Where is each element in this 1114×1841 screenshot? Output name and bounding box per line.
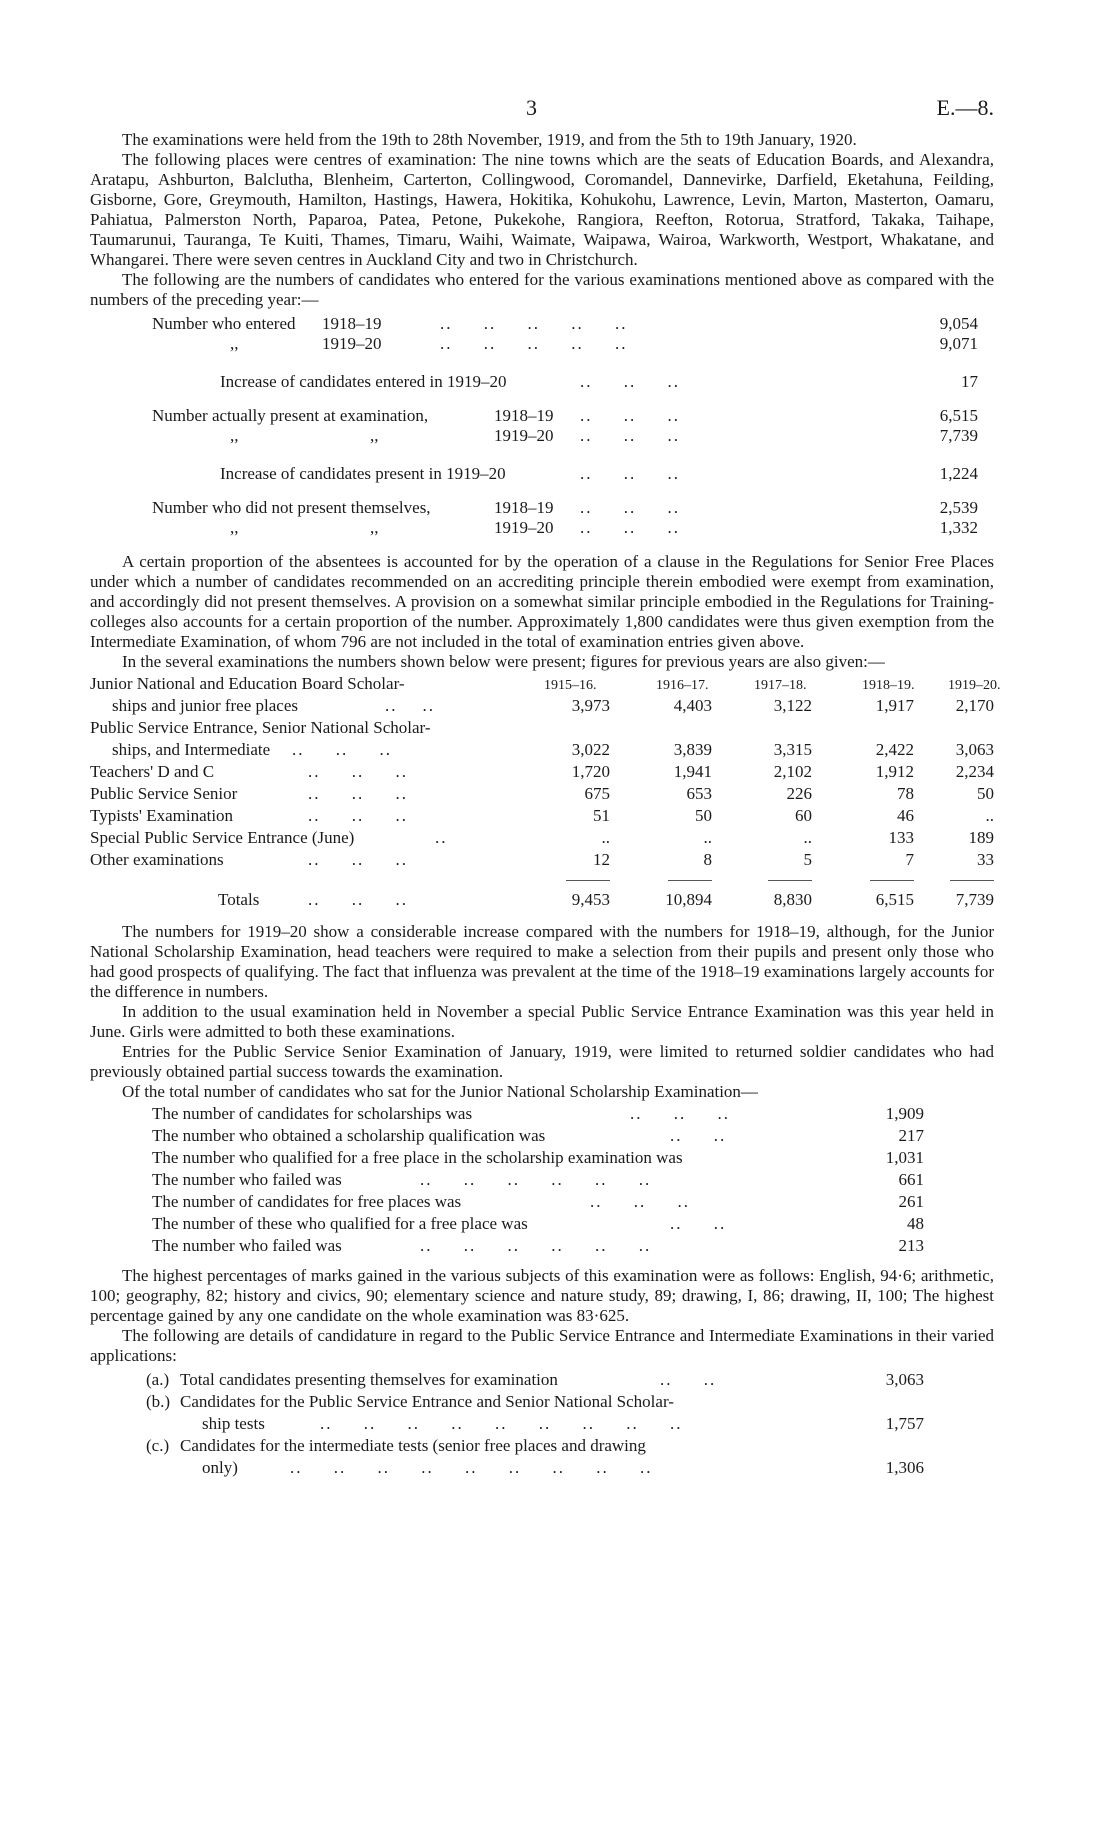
leader-dots: .. .. ..: [308, 850, 408, 869]
stat-label: Number who entered: [152, 314, 296, 333]
item-value: 217: [898, 1126, 924, 1145]
cell-value: 3,973: [571, 696, 610, 715]
cell-value: 2,170: [955, 696, 994, 715]
cell-value: 5: [803, 850, 812, 869]
cell-value: 3,022: [571, 740, 610, 759]
leader-dots: .. .. .. .. .. .. .. .. ..: [320, 1414, 683, 1433]
paragraph-percentages: The highest percentages of marks gained in the various subjects of this examination were as follows: English, 94·6; arithmetic, 100; geography, 82; history and civics, 90; elementary science and nature study, 89; drawing, I, 86; drawing, II, 100; The highest percentage gained by any one candidate on the whole examination was 83·625.: [90, 1266, 994, 1325]
paragraph-absentees: A certain proportion of the absentees is accounted for by the operation of a clause in the Regulations for Senior Free Places under which a number of candidates recommended on an accrediting principle therein embodied were exempt from examination, and accordingly did not present themselves. A provision on a somewhat similar principle embodied in the Regulations for Training-colleges also accounts for a certain proportion of the number. Approximately 1,800 candidates were thus given exemption from the Intermediate Examination, of whom 796 are not included in the total of examination entries given above.: [90, 552, 994, 651]
candidature-list: [90, 1370, 994, 1480]
stat-year: 1919–20: [494, 518, 554, 537]
entries-stats: [90, 314, 994, 538]
cell-value: 3,839: [673, 740, 712, 759]
document-reference: E.—8.: [936, 95, 994, 120]
table-row: [90, 696, 994, 718]
stat-value: 9,071: [939, 334, 978, 353]
stat-row: [90, 458, 994, 486]
paragraph-scholarship-intro: Of the total number of candidates who sat for the Junior National Scholarship Examination—: [122, 1082, 758, 1101]
stat-row: [90, 406, 994, 426]
ditto-mark: ,,: [230, 426, 239, 445]
ditto-mark: ,,: [230, 518, 239, 537]
row-label: ships, and Intermediate: [112, 740, 271, 759]
list-item: [90, 1104, 994, 1126]
stat-value: 17: [961, 372, 978, 391]
cell-value: ..: [601, 828, 610, 847]
item-value: 1,909: [885, 1104, 924, 1123]
leader-dots: .. .. .. .. ..: [440, 334, 628, 353]
stat-value: 2,539: [939, 498, 978, 517]
cell-value: 33: [977, 850, 994, 869]
leader-dots: .. .. ..: [580, 498, 680, 517]
leader-dots: ..: [435, 828, 448, 847]
stat-value: 7,739: [939, 426, 978, 445]
cell-value: 2,422: [875, 740, 914, 759]
cell-value: 1,941: [673, 762, 712, 781]
leader-dots: .. .. ..: [580, 406, 680, 425]
paragraph-candidature-intro: The following are details of candidature in regard to the Public Service Entrance and Intermediate Examinations in their varied applications:: [90, 1326, 994, 1365]
cell-value: 46: [897, 806, 914, 825]
ditto-mark: ,,: [230, 334, 239, 353]
list-item: [90, 1436, 994, 1458]
cell-value: 2,102: [773, 762, 812, 781]
cell-value: 50: [977, 784, 994, 803]
list-item: [90, 1392, 994, 1414]
paragraph-entries-intro: The following are the numbers of candidates who entered for the various examinations mentioned above as compared with the numbers of the preceding year:—: [90, 270, 994, 309]
row-label: Special Public Service Entrance (June): [90, 828, 355, 847]
total-value: 6,515: [875, 890, 914, 909]
stat-label: Number actually present at examination,: [152, 406, 429, 425]
leader-dots: .. .. ..: [292, 740, 392, 759]
stat-year: 1918–19: [494, 406, 554, 425]
row-label: Junior National and Education Board Scholar-: [90, 674, 405, 693]
cell-value: 133: [888, 828, 914, 847]
item-value: 661: [898, 1170, 924, 1189]
item-value: 1,031: [885, 1148, 924, 1167]
row-label: Typists' Examination: [90, 806, 234, 825]
leader-dots: .. .. ..: [308, 762, 408, 781]
stat-value: 1,224: [939, 464, 978, 483]
cell-value: ..: [985, 806, 994, 825]
item-label: The number of candidates for free places was: [152, 1192, 462, 1211]
leader-dots: .. .. ..: [590, 1192, 690, 1211]
year-header: 1916–17.: [656, 678, 709, 693]
item-label: The number who obtained a scholarship qualification was: [152, 1126, 546, 1145]
table-row: [90, 850, 994, 872]
item-label: The number who failed was: [152, 1170, 342, 1189]
leader-dots: .. .. ..: [580, 372, 680, 391]
stat-row: [90, 498, 994, 518]
table-row: [90, 784, 994, 806]
year-header: 1915–16.: [544, 678, 597, 693]
page-header: [90, 80, 994, 130]
page-number: 3: [526, 95, 537, 120]
cell-value: ..: [703, 828, 712, 847]
leader-dots: .. .. ..: [580, 426, 680, 445]
cell-value: 4,403: [673, 696, 712, 715]
cell-value: 653: [686, 784, 712, 803]
list-item: [90, 1192, 994, 1214]
item-value: 48: [907, 1214, 924, 1233]
stat-value: 9,054: [939, 314, 978, 333]
stat-year: 1918–19: [322, 314, 382, 333]
cell-value: 50: [695, 806, 712, 825]
item-mark: (c.): [146, 1436, 170, 1455]
stat-value: 6,515: [939, 406, 978, 425]
paragraph-comparison: The numbers for 1919–20 show a considerable increase compared with the numbers for 1918–19, although, for the Junior National Scholarship Examination, head teachers were required to make a selection from their pupils and present only those who had good prospects of qualifying. The fact that influenza was prevalent at the time of the 1918–19 examinations largely accounts for the difference in numbers.: [90, 922, 994, 1001]
cell-value: ..: [803, 828, 812, 847]
stat-label: Number who did not present themselves,: [152, 498, 431, 517]
item-value: 1,306: [885, 1458, 924, 1477]
cell-value: 3,063: [955, 740, 994, 759]
stat-row: [90, 366, 994, 394]
list-item: [90, 1214, 994, 1236]
leader-dots: .. .. ..: [580, 518, 680, 537]
cell-value: 675: [584, 784, 610, 803]
leader-dots: .. .. .. .. .. ..: [420, 1170, 652, 1189]
item-label: Total candidates presenting themselves for examination: [180, 1370, 558, 1389]
leader-dots: .. ..: [670, 1214, 727, 1233]
cell-value: 1,912: [875, 762, 914, 781]
paragraph-special-exam: In addition to the usual examination held in November a special Public Service Entrance Examination was this year held in June. Girls were admitted to both these examinations.: [90, 1002, 994, 1041]
stat-row: [90, 426, 994, 446]
row-label: Public Service Entrance, Senior National Scholar-: [90, 718, 431, 737]
stat-value: 1,332: [939, 518, 978, 537]
cell-value: 3,315: [773, 740, 812, 759]
paragraph-exam-intro: In the several examinations the numbers shown below were present; figures for previous years are also given:—: [122, 652, 885, 671]
total-value: 9,453: [571, 890, 610, 909]
cell-value: 2,234: [955, 762, 994, 781]
leader-dots: .. .. ..: [308, 890, 408, 909]
item-mark: (a.): [146, 1370, 170, 1389]
exam-table: [90, 674, 1001, 912]
list-item-continuation: [90, 1458, 994, 1480]
leader-dots: .. .. .. .. ..: [440, 314, 628, 333]
leader-dots: .. .. ..: [308, 784, 408, 803]
totals-label: Totals: [218, 890, 260, 909]
leader-dots: .. ..: [660, 1370, 717, 1389]
stat-year: 1918–19: [494, 498, 554, 517]
paragraph-senior-entries: Entries for the Public Service Senior Examination of January, 1919, were limited to returned soldier candidates who had previously obtained partial success towards the examination.: [90, 1042, 994, 1081]
leader-dots: .. .. .. .. .. .. .. .. ..: [290, 1458, 653, 1477]
year-header: 1919–20.: [948, 678, 1001, 693]
row-label: ships and junior free places: [112, 696, 298, 715]
cell-value: 226: [786, 784, 812, 803]
item-label: Candidates for the intermediate tests (senior free places and drawing: [180, 1436, 646, 1455]
list-item: [90, 1170, 994, 1192]
ditto-mark: ,,: [370, 426, 379, 445]
item-value: 1,757: [885, 1414, 924, 1433]
cell-value: 1,720: [571, 762, 610, 781]
scholarship-list: [90, 1104, 994, 1258]
cell-value: 1,917: [875, 696, 914, 715]
cell-value: 12: [593, 850, 610, 869]
leader-dots: .. ..: [670, 1126, 727, 1145]
document-page: [90, 80, 1001, 1480]
stat-label: Increase of candidates entered in 1919–20: [220, 372, 507, 391]
item-label: ship tests: [202, 1414, 265, 1433]
list-item-continuation: [90, 1414, 994, 1436]
table-row: [90, 718, 994, 740]
leader-dots: .. .. .. .. .. ..: [420, 1236, 652, 1255]
table-row: [90, 806, 994, 828]
stat-year: 1919–20: [494, 426, 554, 445]
leader-dots: .. ..: [385, 696, 435, 715]
item-mark: (b.): [146, 1392, 171, 1411]
row-label: Public Service Senior: [90, 784, 238, 803]
row-label: Other examinations: [90, 850, 224, 869]
stat-row: [90, 334, 994, 354]
table-row: [90, 740, 994, 762]
ditto-mark: ,,: [370, 518, 379, 537]
totals-rules: [90, 872, 994, 890]
list-item: [90, 1236, 994, 1258]
row-label: Teachers' D and C: [90, 762, 215, 781]
year-header: 1918–19.: [862, 678, 915, 693]
list-item: [90, 1370, 994, 1392]
item-label: The number of candidates for scholarships was: [152, 1104, 473, 1123]
item-value: 3,063: [885, 1370, 924, 1389]
leader-dots: .. .. ..: [308, 806, 408, 825]
leader-dots: .. .. ..: [580, 464, 680, 483]
item-value: 261: [898, 1192, 924, 1211]
item-label: The number who failed was: [152, 1236, 342, 1255]
item-label: Candidates for the Public Service Entrance and Senior National Scholar-: [180, 1392, 674, 1411]
cell-value: 189: [968, 828, 994, 847]
item-value: 213: [898, 1236, 924, 1255]
cell-value: 7: [905, 850, 914, 869]
cell-value: 3,122: [773, 696, 812, 715]
paragraph-centres: The following places were centres of examination: The nine towns which are the seats of Education Boards, and Alexandra, Aratapu, Ashburton, Balclutha, Blenheim, Carterton, Collingwood, Coromandel, Dannevirke, Darfield, Eketahuna, Feilding, Gisborne, Gore, Greymouth, Hamilton, Hastings, Hawera, Hokitika, Kohukohu, Lawrence, Levin, Marton, Masterton, Oamaru, Pahiatua, Palmerston North, Paparoa, Patea, Petone, Pukekohe, Rangiora, Reefton, Rotorua, Stratford, Takaka, Taihape, Taumarunui, Tauranga, Te Kuiti, Thames, Timaru, Waihi, Waimate, Waipawa, Wairoa, Warkworth, Westport, Whakatane, and Whangarei. There were seven centres in Auckland City and two in Christchurch.: [90, 150, 994, 269]
cell-value: 51: [593, 806, 610, 825]
stat-row: [90, 518, 994, 538]
total-value: 10,894: [665, 890, 712, 909]
cell-value: 78: [897, 784, 914, 803]
table-row: [90, 828, 994, 850]
leader-dots: .. .. ..: [630, 1104, 730, 1123]
cell-value: 8: [703, 850, 712, 869]
paragraph-dates: The examinations were held from the 19th to 28th November, 1919, and from the 5th to 19th January, 1920.: [122, 130, 857, 149]
totals-row: [90, 890, 994, 912]
item-label: only): [202, 1458, 238, 1477]
total-value: 7,739: [955, 890, 994, 909]
stat-row: [90, 314, 994, 334]
total-value: 8,830: [773, 890, 812, 909]
list-item: [90, 1126, 994, 1148]
table-row: [90, 762, 994, 784]
item-label: The number who qualified for a free place in the scholarship examination was: [152, 1148, 683, 1167]
list-item: [90, 1148, 994, 1170]
stat-year: 1919–20: [322, 334, 382, 353]
year-header: 1917–18.: [754, 678, 807, 693]
stat-label: Increase of candidates present in 1919–20: [220, 464, 506, 483]
table-row: [90, 674, 1001, 696]
item-label: The number of these who qualified for a free place was: [152, 1214, 528, 1233]
cell-value: 60: [795, 806, 812, 825]
